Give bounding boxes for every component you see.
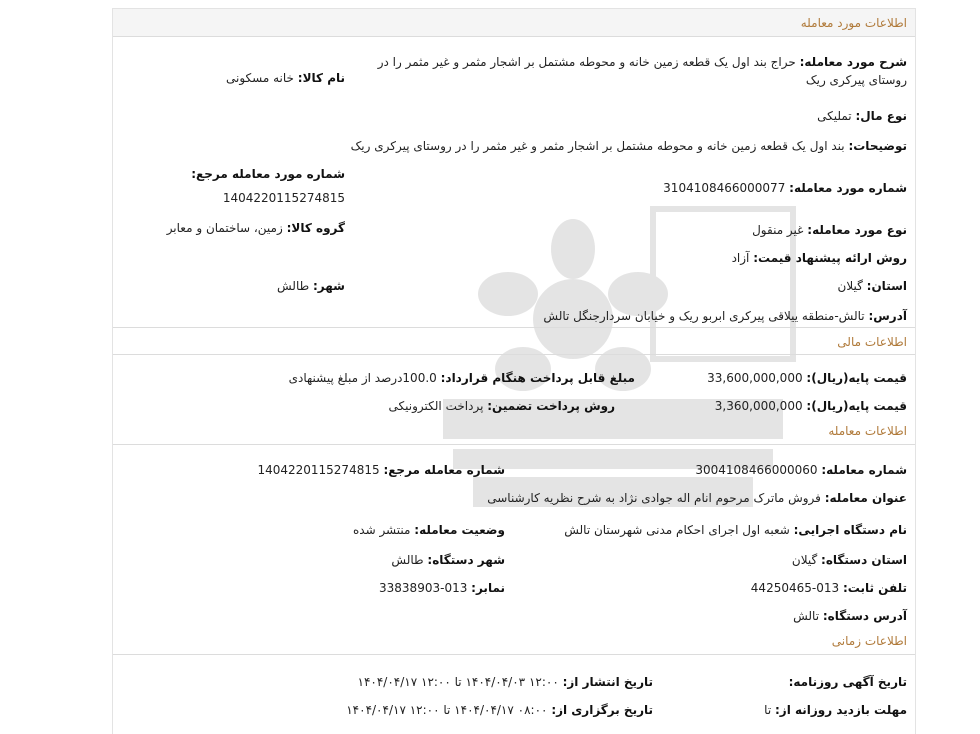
org-address [793, 607, 907, 625]
publish-date [358, 673, 653, 691]
field-label: شماره مورد معامله مرجع: [191, 167, 345, 181]
property-type [817, 107, 907, 125]
field-value: زمین، ساختمان و معابر [166, 221, 283, 235]
field-label: گروه کالا: [286, 221, 345, 235]
field-label: تاریخ برگزاری از: [551, 703, 653, 717]
field-label: مهلت بازدید روزانه از: [775, 703, 907, 717]
field-value: 100.0درصد از مبلغ پیشنهادی [288, 371, 437, 385]
field-value: فروش ماترک مرحوم انام اله جوادی نژاد به شرح نظریه کارشناسی [487, 491, 821, 505]
goods-name [226, 69, 345, 87]
hold-date [346, 701, 653, 719]
org-phone [751, 579, 907, 597]
field-label: نمابر: [471, 581, 505, 595]
field-value: گیلان [791, 553, 818, 567]
field-value: ۰۸:۰۰ ۱۴۰۴/۰۴/۱۷ تا ۱۲:۰۰ ۱۴۰۴/۰۴/۱۷ [346, 703, 548, 717]
field-label: شهر: [313, 279, 345, 293]
field-label: تاریخ انتشار از: [562, 675, 653, 689]
field-value: 3,360,000,000 [714, 399, 803, 413]
field-value: تالش-منطقه ییلاقی پیرکری ابربو ریک و خیابان سردارجنگل تالش [543, 309, 865, 323]
deal-description-cont [806, 71, 907, 89]
field-label: روش ارائه پیشنهاد قیمت: [753, 251, 907, 265]
section-title: اطلاعات مالی [837, 335, 907, 349]
field-value: ۱۲:۰۰ ۱۴۰۴/۰۴/۰۳ تا ۱۲:۰۰ ۱۴۰۴/۰۴/۱۷ [357, 675, 559, 689]
price-method [732, 249, 907, 267]
field-value: حراج بند اول یک قطعه زمین خانه و محوطه مشتمل بر اشجار مثمر و غیر مثمر را در [377, 55, 796, 69]
transaction-number [695, 461, 907, 479]
base-price-2 [715, 397, 907, 415]
section-title: اطلاعات معامله [828, 424, 907, 438]
goods-group [167, 219, 345, 237]
field-label: استان دستگاه: [821, 553, 907, 567]
transaction-ref-number [257, 461, 505, 479]
section-title: اطلاعات زمانی [831, 634, 907, 648]
section-timing [113, 627, 915, 655]
field-value: 3104108466000077 [663, 181, 786, 195]
field-value: خانه مسکونی [226, 71, 294, 85]
field-label: نام کالا: [297, 71, 345, 85]
field-value: پرداخت الکترونیکی [388, 399, 484, 413]
field-value: غیر منقول [752, 223, 804, 237]
deal-notes [351, 137, 907, 155]
field-value: 013-44250465 [750, 581, 840, 595]
field-value: 1404220115274815 [257, 463, 380, 477]
field-label: مبلغ قابل پرداخت هنگام قرارداد: [440, 371, 635, 385]
field-value: روستای پیرکری ریک [805, 73, 907, 87]
deal-description [378, 53, 907, 71]
field-value: تالش [793, 609, 820, 623]
field-value: شعبه اول اجرای احکام مدنی شهرستان تالش [564, 523, 790, 537]
org-province [792, 551, 907, 569]
field-label: نوع مال: [855, 109, 907, 123]
field-label: تلفن ثابت: [842, 581, 907, 595]
field-label: آدرس دستگاه: [822, 609, 907, 623]
transaction-status [353, 521, 505, 539]
province [838, 277, 908, 295]
field-value: بند اول یک قطعه زمین خانه و محوطه مشتمل بر اشجار مثمر و غیر مثمر را در روستای پیرکری ریک [350, 139, 845, 153]
field-value: طالش [391, 553, 424, 567]
field-value: تا [764, 703, 772, 717]
section-transaction [113, 417, 915, 445]
transaction-title [487, 489, 907, 507]
executive-org [564, 521, 907, 539]
payable-amount [289, 369, 635, 387]
field-label: روش پرداخت تضمین: [487, 399, 615, 413]
deal-details-panel [112, 8, 916, 734]
field-label: نوع مورد معامله: [807, 223, 907, 237]
field-label: شماره معامله مرجع: [383, 463, 505, 477]
org-city [391, 551, 505, 569]
field-label: توضیحات: [848, 139, 907, 153]
field-label: شرح مورد معامله: [799, 55, 907, 69]
field-value: تملیکی [817, 109, 852, 123]
field-label: عنوان معامله: [824, 491, 907, 505]
daily-visit [764, 701, 907, 719]
field-label: شماره مورد معامله: [789, 181, 907, 195]
guarantee-method [389, 397, 615, 415]
field-value: گیلان [837, 279, 863, 293]
city [277, 277, 345, 295]
field-value: 3004108466000060 [695, 463, 818, 477]
field-value: 1404220115274815 [222, 191, 345, 205]
field-label: تاریخ آگهی روزنامه: [788, 675, 907, 689]
deal-ref-number-value [223, 189, 345, 207]
field-label: استان: [866, 279, 907, 293]
field-value: طالش [277, 279, 310, 293]
field-value: منتشر شده [352, 523, 411, 537]
field-label: آدرس: [868, 309, 907, 323]
deal-ref-number [191, 165, 345, 183]
deal-type [752, 221, 907, 239]
section-title: اطلاعات مورد معامله [800, 16, 907, 30]
field-value: 013-33838903 [379, 581, 468, 595]
field-value: 33,600,000,000 [707, 371, 803, 385]
section-deal-info [113, 9, 915, 37]
field-label: شماره معامله: [821, 463, 907, 477]
newspaper-date [789, 673, 907, 691]
field-label: نام دستگاه اجرایی: [793, 523, 907, 537]
field-label: قیمت پایه(ریال): [806, 371, 907, 385]
field-label: وضعیت معامله: [414, 523, 505, 537]
field-label: قیمت پایه(ریال): [806, 399, 907, 413]
base-price [707, 369, 907, 387]
field-value: آزاد [731, 251, 750, 265]
deal-number [663, 179, 907, 197]
field-label: شهر دستگاه: [427, 553, 505, 567]
section-financial [113, 327, 915, 355]
org-fax [379, 579, 505, 597]
address [543, 307, 907, 325]
